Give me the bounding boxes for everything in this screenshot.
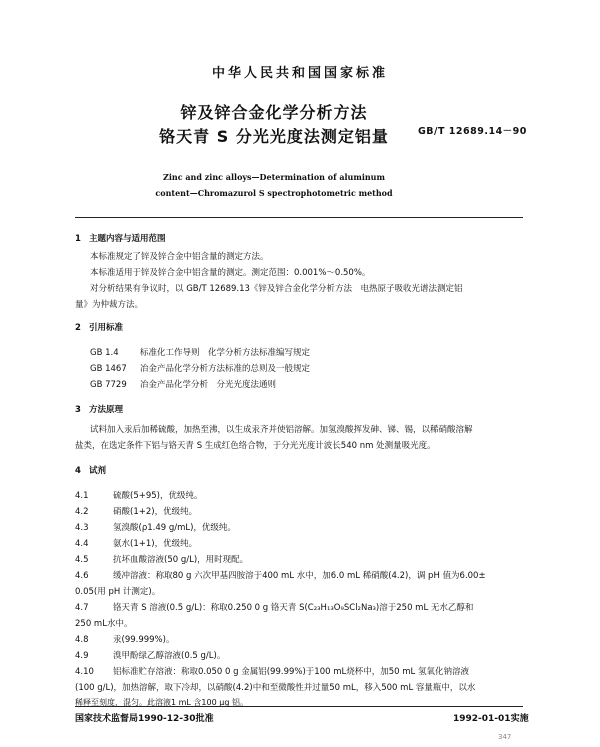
reagent-item bbox=[75, 537, 197, 549]
page-mark: 347 bbox=[498, 733, 512, 741]
reagent-number: 4.9 bbox=[75, 651, 89, 661]
reagent-item bbox=[75, 601, 473, 613]
reagent-item bbox=[75, 633, 174, 645]
reagent-item bbox=[75, 489, 202, 501]
reagent-item bbox=[75, 505, 197, 517]
reagent-continuation: 稀释至刻度，混匀。此溶液1 mL 含100 μg 铝。 bbox=[75, 698, 248, 707]
section-title: 引用标准 bbox=[89, 323, 124, 333]
section-number: 2 bbox=[75, 323, 81, 333]
reagent-text: 硝酸(1+2)，优级纯。 bbox=[113, 507, 198, 517]
document-title-line1: 锌及锌合金化学分析方法 bbox=[180, 103, 368, 122]
reagent-text: 氨水(1+1)，优级纯。 bbox=[113, 539, 198, 549]
reference-code: GB 1467 bbox=[90, 364, 127, 374]
reagent-text: 溴甲酚绿乙醇溶液(0.5 g/L)。 bbox=[113, 651, 226, 661]
reagent-number: 4.5 bbox=[75, 555, 89, 565]
paragraph: 试料加入汞后加稀硫酸，加热至沸，以生成汞齐并使铝溶解。加氢溴酸挥发砷、锑、锡，以稀硝酸溶解 bbox=[90, 425, 473, 435]
section-title: 试剂 bbox=[89, 466, 107, 476]
reagent-item bbox=[75, 649, 225, 661]
reagent-continuation: 250 mL水中。 bbox=[75, 619, 133, 629]
reagent-number: 4.10 bbox=[75, 667, 94, 677]
reagent-continuation: 0.05(用 pH 计测定)。 bbox=[75, 587, 161, 597]
section-title: 方法原理 bbox=[89, 405, 124, 415]
reagent-number: 4.7 bbox=[75, 603, 89, 613]
reagent-number: 4.2 bbox=[75, 507, 89, 517]
reagent-continuation: (100 g/L)，加热溶解，取下冷却，以硝酸(4.2)中和至微酸性并过量50 mL，移入500 mL 容量瓶中，以水 bbox=[75, 683, 476, 693]
english-title-line2: content—Chromazurol S spectrophotometric method bbox=[155, 188, 393, 198]
english-title-line1: Zinc and zinc alloys—Determination of aluminum bbox=[163, 172, 385, 182]
section-1-heading bbox=[75, 232, 166, 244]
reference-code: GB 1.4 bbox=[90, 348, 119, 358]
paragraph: 量》为仲裁方法。 bbox=[75, 300, 144, 310]
footer-divider bbox=[75, 706, 523, 707]
approval-date: 国家技术监督局1990-12-30批准 bbox=[75, 714, 214, 724]
reagent-number: 4.1 bbox=[75, 491, 89, 501]
reagent-number: 4.4 bbox=[75, 539, 89, 549]
reagent-text: 铬天青 S 溶液(0.5 g/L)：称取0.250 0 g 铬天青 S(C₂₃H₁₃O₉SCl₂Na₃)溶于250 mL 无水乙醇和 bbox=[113, 603, 474, 613]
reagent-text: 抗坏血酸溶液(50 g/L)，用时现配。 bbox=[113, 555, 249, 565]
reference-code: GB 7729 bbox=[90, 380, 127, 390]
reagent-item bbox=[75, 521, 236, 533]
reagent-item bbox=[75, 665, 469, 677]
paragraph: 本标准适用于锌及锌合金中铝含量的测定。测定范围：0.001%～0.50%。 bbox=[90, 268, 371, 278]
reference-text: 标准化工作导则 化学分析方法标准编写规定 bbox=[140, 348, 311, 358]
reference-item bbox=[90, 362, 310, 374]
section-number: 4 bbox=[75, 466, 81, 476]
section-number: 1 bbox=[75, 234, 81, 244]
reference-text: 冶金产品化学分析方法标准的总则及一般规定 bbox=[140, 364, 311, 374]
section-2-heading bbox=[75, 321, 123, 333]
reagent-text: 汞(99.999%)。 bbox=[113, 635, 175, 645]
paragraph: 对分析结果有争议时，以 GB/T 12689.13《锌及锌合金化学分析方法 电热原子吸收光谱法测定铝 bbox=[90, 284, 463, 294]
reagent-number: 4.6 bbox=[75, 571, 89, 581]
reference-text: 冶金产品化学分析 分光光度法通则 bbox=[140, 380, 277, 390]
document-title-line2: 铬天青 S 分光光度法测定铝量 bbox=[159, 127, 389, 146]
reagent-text: 氢溴酸(ρ1.49 g/mL)，优级纯。 bbox=[113, 523, 236, 533]
section-number: 3 bbox=[75, 405, 81, 415]
reagent-item bbox=[75, 553, 248, 565]
reagent-text: 硫酸(5+95)，优级纯。 bbox=[113, 491, 203, 501]
paragraph: 本标准规定了锌及锌合金中铝含量的测定方法。 bbox=[90, 252, 269, 262]
standard-number: GB/T 12689.14－90 bbox=[418, 126, 527, 137]
reagent-item bbox=[75, 569, 486, 581]
section-title: 主题内容与适用范围 bbox=[89, 234, 166, 244]
paragraph: 盐类，在选定条件下铝与铬天青 S 生成红色络合物，于分光光度计波长540 nm 处测量吸光度。 bbox=[75, 441, 436, 451]
reference-item bbox=[90, 346, 310, 358]
reference-item bbox=[90, 378, 276, 390]
reagent-number: 4.8 bbox=[75, 635, 89, 645]
national-standard-label: 中华人民共和国国家标准 bbox=[211, 66, 388, 81]
implementation-date: 1992-01-01实施 bbox=[453, 714, 529, 724]
reagent-text: 铝标准贮存溶液：称取0.050 0 g 金属铝(99.99%)于100 mL烧杯中，加50 mL 氢氧化钠溶液 bbox=[113, 667, 469, 677]
reagent-text: 缓冲溶液：称取80 g 六次甲基四胺溶于400 mL 水中，加6.0 mL 稀硝酸(4.2)，调 pH 值为6.00± bbox=[113, 571, 486, 581]
header-divider bbox=[75, 217, 523, 218]
section-3-heading bbox=[75, 403, 123, 415]
section-4-heading bbox=[75, 464, 106, 476]
reagent-number: 4.3 bbox=[75, 523, 89, 533]
